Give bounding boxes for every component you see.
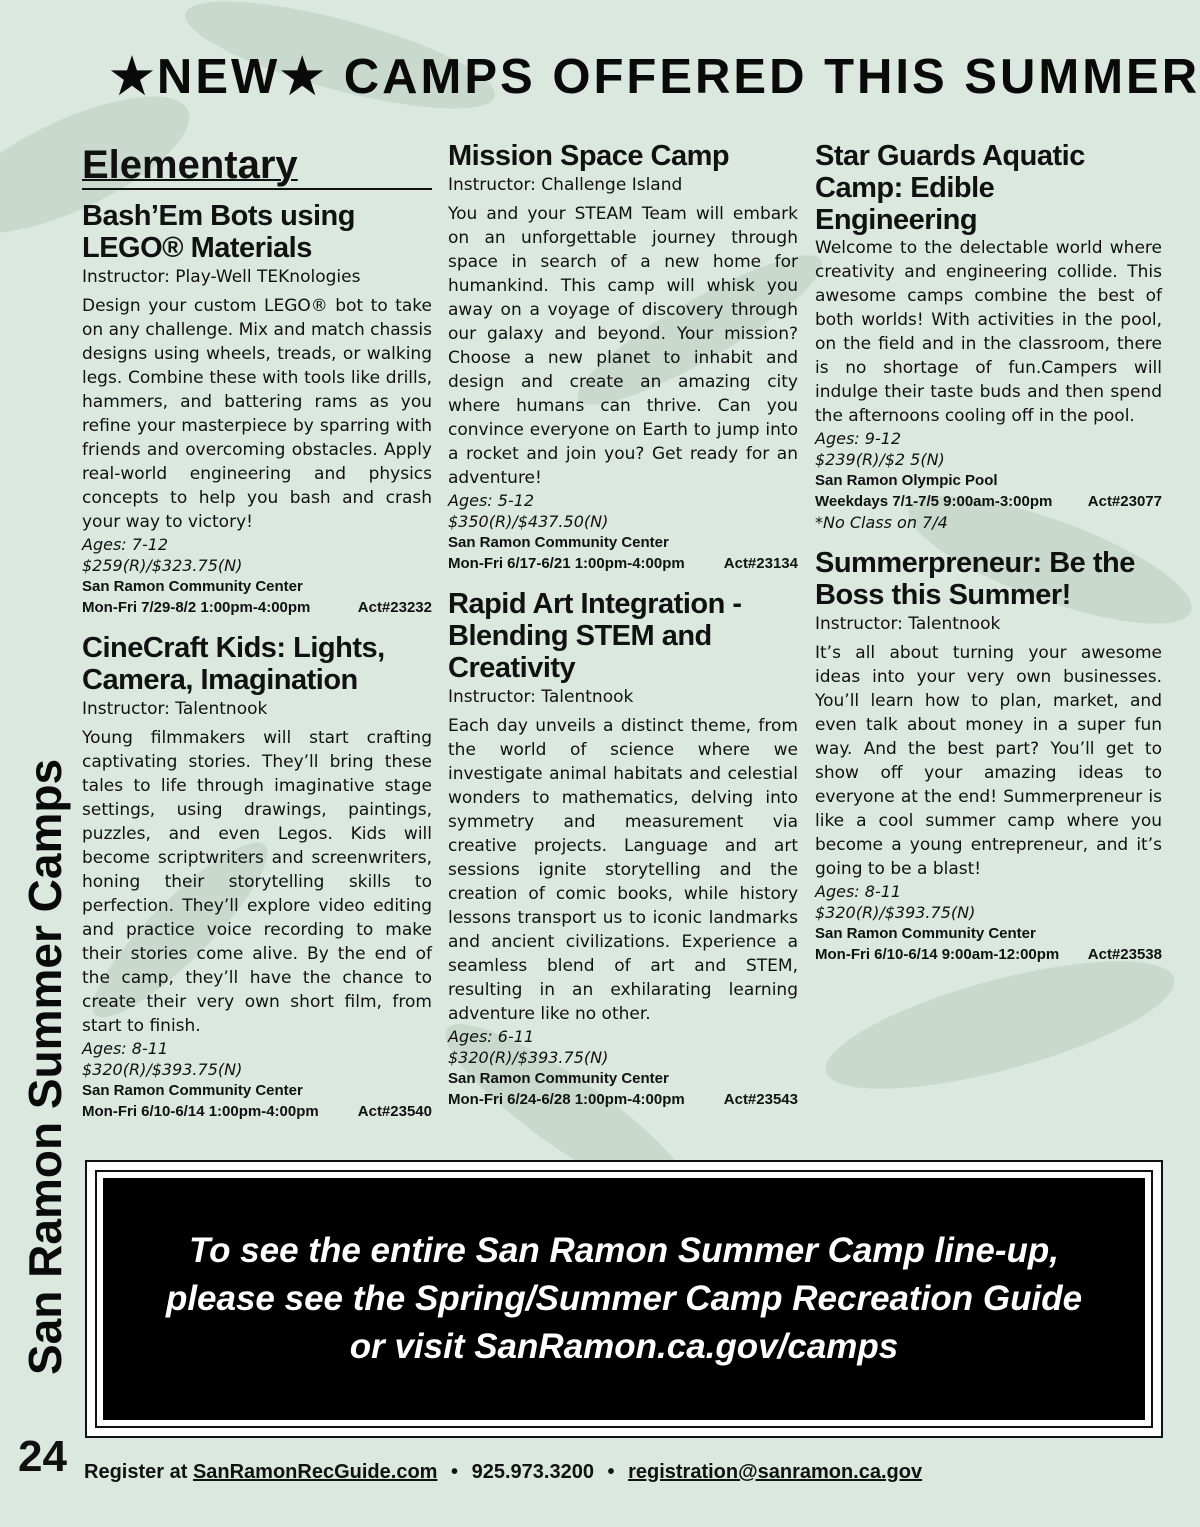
camp-location: San Ramon Community Center xyxy=(448,1070,669,1087)
camp-entry xyxy=(448,140,798,574)
camp-schedule-row xyxy=(82,1101,432,1122)
footer-email-link[interactable]: registration@sanramon.ca.gov xyxy=(628,1461,923,1483)
camp-entry xyxy=(448,588,798,1110)
camp-description: You and your STEAM Team will embark on an unforgettable journey through space in search of a new home for humankind. This camp will whisk you away on a voyage of discovery through our galaxy and beyond. Your mission? Choose a new planet to inhabit and design and create an amazing city where humans can thrive. Can you convince everyone on Earth to jump into a rocket and join you? Get ready for an adventure! xyxy=(448,204,798,488)
column-3 xyxy=(815,140,1162,979)
banner-line-2: please see the Spring/Summer Camp Recreation Guide xyxy=(165,1279,1083,1318)
camp-price: $239(R)/$2 5(N) xyxy=(815,450,945,469)
camp-description: Each day unveils a distinct theme, from the world of science where we investigate animal habitats and celestial wonders to mathematics, delving into symmetry and measurement via creative projects. Language and art sessions ignite storytelling and the creation of comic books, while history lessons transport us to iconic landmarks and ancient civilizations. Experience a seamless blend of art and STEM, resulting in an exhilarating learning adventure like no other. xyxy=(448,716,798,1024)
camp-schedule-row xyxy=(82,597,432,618)
camp-ages: Ages: 7-12 xyxy=(82,535,169,554)
camp-location: San Ramon Community Center xyxy=(82,1082,303,1099)
camp-price: $350(R)/$437.50(N) xyxy=(448,512,609,531)
footer-phone[interactable]: 925.973.3200 xyxy=(471,1461,594,1483)
camp-title: Summerpreneur: Be the Boss this Summer! xyxy=(815,547,1135,611)
camp-title: Mission Space Camp xyxy=(448,140,730,172)
camp-entry xyxy=(82,632,432,1122)
camp-activity-number: Act#23134 xyxy=(723,555,798,572)
banner-frame xyxy=(95,1170,1153,1428)
camp-note: *No Class on 7/4 xyxy=(815,513,948,532)
camp-title: CineCraft Kids: Lights, Camera, Imagination xyxy=(82,632,385,696)
camp-schedule-row xyxy=(815,944,1162,965)
camp-price: $320(R)/$393.75(N) xyxy=(82,1060,243,1079)
camp-description: Welcome to the delectable world where creativity and engineering collide. This awesome camps combine the best of both worlds! With activities in the pool, on the field and in the classroom, there is no shortage of fun.Campers will indulge their taste buds and then spend the afternoons cooling off in the pool. xyxy=(815,238,1162,426)
camp-schedule: Mon-Fri 6/24-6/28 1:00pm-4:00pm xyxy=(448,1091,685,1108)
camp-entry xyxy=(815,547,1162,965)
footer-bullet: • xyxy=(451,1461,459,1483)
footer xyxy=(84,1461,922,1484)
camp-description: Design your custom LEGO® bot to take on any challenge. Mix and match chassis designs using wheels, treads, or walking legs. Combine these with tools like drills, hammers, and battering rams as you refine your masterpiece by sparring with friends and overcoming obstacles. Apply real-world engineering and physics concepts to help you bash and crash your way to victory! xyxy=(82,296,432,532)
camp-entry xyxy=(82,200,432,618)
camp-price: $320(R)/$393.75(N) xyxy=(815,903,976,922)
camp-instructor: Instructor: Talentnook xyxy=(815,614,1001,634)
camp-location: San Ramon Community Center xyxy=(448,534,669,551)
camp-ages: Ages: 6-11 xyxy=(448,1027,535,1046)
camp-location: San Ramon Community Center xyxy=(815,925,1036,942)
camp-activity-number: Act#23232 xyxy=(357,599,432,616)
camp-activity-number: Act#23543 xyxy=(723,1091,798,1108)
footer-bullet: • xyxy=(607,1461,615,1483)
section-heading: Elementary xyxy=(82,142,432,190)
footer-register-label: Register at xyxy=(84,1461,188,1483)
camp-instructor: Instructor: Play-Well TEKnologies xyxy=(82,267,361,287)
camp-activity-number: Act#23077 xyxy=(1087,493,1162,510)
banner-line-1: To see the entire San Ramon Summer Camp line-up, xyxy=(189,1231,1059,1270)
camp-schedule: Mon-Fri 6/10-6/14 1:00pm-4:00pm xyxy=(82,1103,319,1120)
camp-title: Rapid Art Integration - Blending STEM and Creativity xyxy=(448,588,742,684)
camp-instructor: Instructor: Talentnook xyxy=(448,687,634,707)
camp-price: $320(R)/$393.75(N) xyxy=(448,1048,609,1067)
camp-location: San Ramon Community Center xyxy=(82,578,303,595)
page-number: 24 xyxy=(18,1432,67,1481)
camp-instructor: Instructor: Talentnook xyxy=(82,699,268,719)
camp-schedule: Mon-Fri 6/17-6/21 1:00pm-4:00pm xyxy=(448,555,685,572)
camp-schedule: Weekdays 7/1-7/5 9:00am-3:00pm xyxy=(815,493,1053,510)
column-2 xyxy=(448,140,798,1124)
camp-instructor: Instructor: Challenge Island xyxy=(448,175,683,195)
camp-activity-number: Act#23538 xyxy=(1087,946,1162,963)
camp-ages: Ages: 9-12 xyxy=(815,429,902,448)
camp-ages: Ages: 8-11 xyxy=(82,1039,169,1058)
info-banner xyxy=(85,1160,1163,1438)
camp-entry xyxy=(815,140,1162,533)
page-title: ★NEW★ CAMPS OFFERED THIS SUMMER xyxy=(110,50,1200,104)
camp-location: San Ramon Olympic Pool xyxy=(815,472,998,489)
side-title: San Ramon Summer Camps xyxy=(19,758,71,1375)
camp-title: Star Guards Aquatic Camp: Edible Engineering xyxy=(815,140,1085,236)
camp-title: Bash’Em Bots using LEGO® Materials xyxy=(82,200,355,264)
column-1 xyxy=(82,140,432,1136)
camp-ages: Ages: 8-11 xyxy=(815,882,902,901)
footer-website-link[interactable]: SanRamonRecGuide.com xyxy=(192,1461,438,1483)
banner-body xyxy=(103,1178,1145,1420)
camp-schedule-row xyxy=(448,1089,798,1110)
camp-price: $259(R)/$323.75(N) xyxy=(82,556,243,575)
camp-description: Young filmmakers will start crafting captivating stories. They’ll bring these tales to life through imaginative stage settings, using drawings, paintings, puzzles, and even Legos. Kids will become scriptwriters and screenwriters, honing their storytelling skills to perfection. They’ll explore video editing and practice voice recording to make their stories come alive. By the end of the camp, they’ll have the chance to create their very own short film, from start to finish. xyxy=(82,728,432,1036)
camp-schedule: Mon-Fri 6/10-6/14 9:00am-12:00pm xyxy=(815,946,1060,963)
camp-schedule: Mon-Fri 7/29-8/2 1:00pm-4:00pm xyxy=(82,599,311,616)
camp-schedule-row xyxy=(448,553,798,574)
camp-schedule-row xyxy=(815,491,1162,512)
banner-line-3[interactable]: or visit SanRamon.ca.gov/camps xyxy=(349,1327,899,1366)
camp-description: It’s all about turning your awesome ideas into your very own businesses. You’ll learn how to plan, market, and even talk about money in a super fun way. And the best part? You’ll get to show off your amazing ideas to everyone at the end! Summerpreneur is like a cool summer camp where you become a young entrepreneur, and it’s going to be a blast! xyxy=(815,643,1162,879)
camp-activity-number: Act#23540 xyxy=(357,1103,432,1120)
camp-ages: Ages: 5-12 xyxy=(448,491,535,510)
